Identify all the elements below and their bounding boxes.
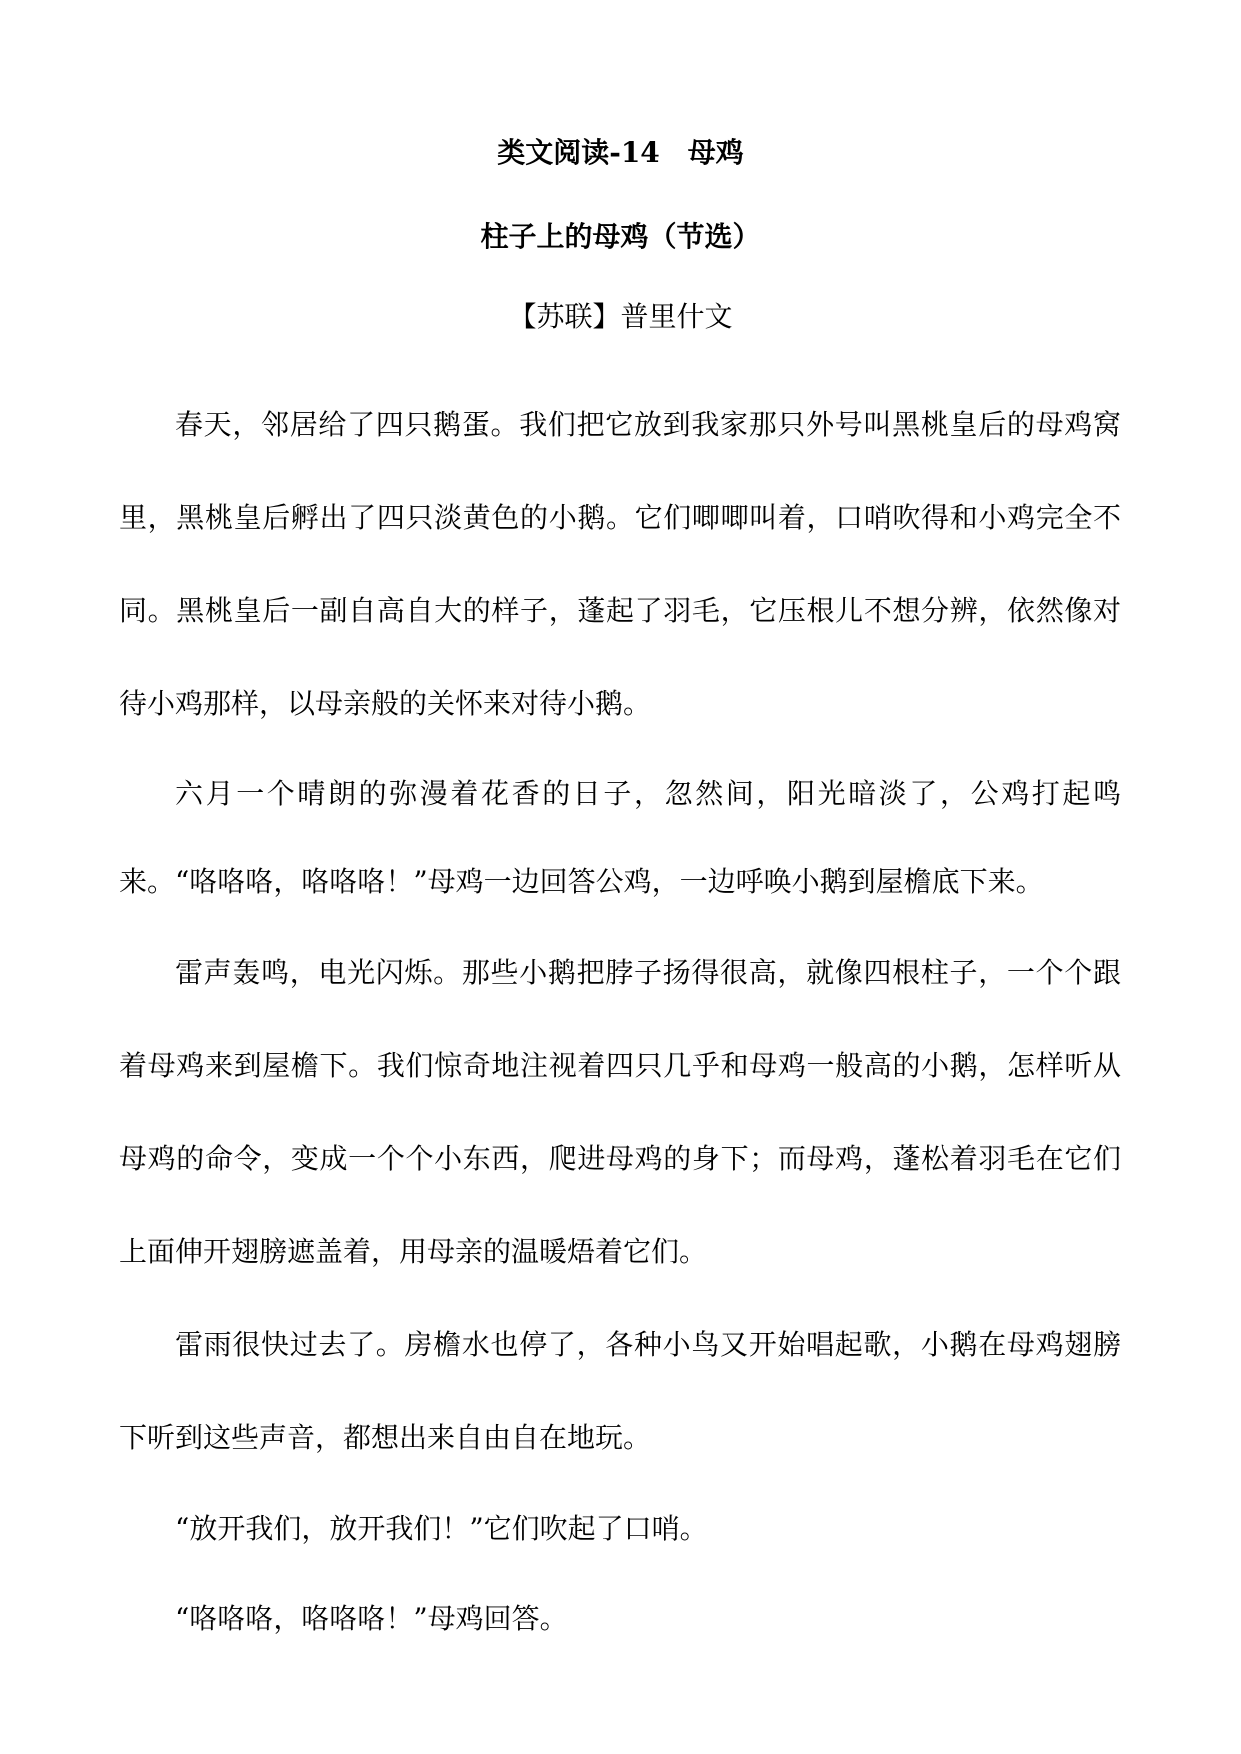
paragraph-5: “放开我们，放开我们！”它们吹起了口哨。: [175, 1512, 708, 1545]
paragraph-3: 雷声轰鸣，电光闪烁。那些小鹅把脖子扬得很高，就像四根柱子，一个个跟着母鸡来到屋檐下。我们惊奇地注视着四只几乎和母鸡一般高的小鹅，怎样听从母鸡的命令，变成一个个小东西，爬进母鸡的身下；而母鸡，蓬松着羽毛在它们上面伸开翅膀遮盖着，用母亲的温暖焐着它们。: [119, 956, 1121, 1268]
article-title: 柱子上的母鸡（节选）: [480, 220, 761, 253]
article-body: [119, 378, 1121, 1664]
paragraph-1: 春天，邻居给了四只鹅蛋。我们把它放到我家那只外号叫黑桃皇后的母鸡窝里，黑桃皇后孵出了四只淡黄色的小鹅。它们唧唧叫着，口哨吹得和小鸡完全不同。黑桃皇后一副自高自大的样子，蓬起了羽毛，它压根儿不想分辨，依然像对待小鸡那样，以母亲般的关怀来对待小鹅。: [119, 408, 1121, 720]
document-title: 类文阅读-14 母鸡: [497, 136, 744, 169]
paragraph-2: 六月一个晴朗的弥漫着花香的日子，忽然间，阳光暗淡了，公鸡打起鸣来。“咯咯咯，咯咯咯！”母鸡一边回答公鸡，一边呼唤小鹅到屋檐底下来。: [119, 777, 1121, 898]
paragraph-6: “咯咯咯，咯咯咯！”母鸡回答。: [175, 1602, 568, 1635]
paragraph-4: 雷雨很快过去了。房檐水也停了，各种小鸟又开始唱起歌，小鹅在母鸡翅膀下听到这些声音，都想出来自由自在地玩。: [119, 1328, 1121, 1454]
author-line: 【苏联】普里什文: [508, 300, 733, 333]
